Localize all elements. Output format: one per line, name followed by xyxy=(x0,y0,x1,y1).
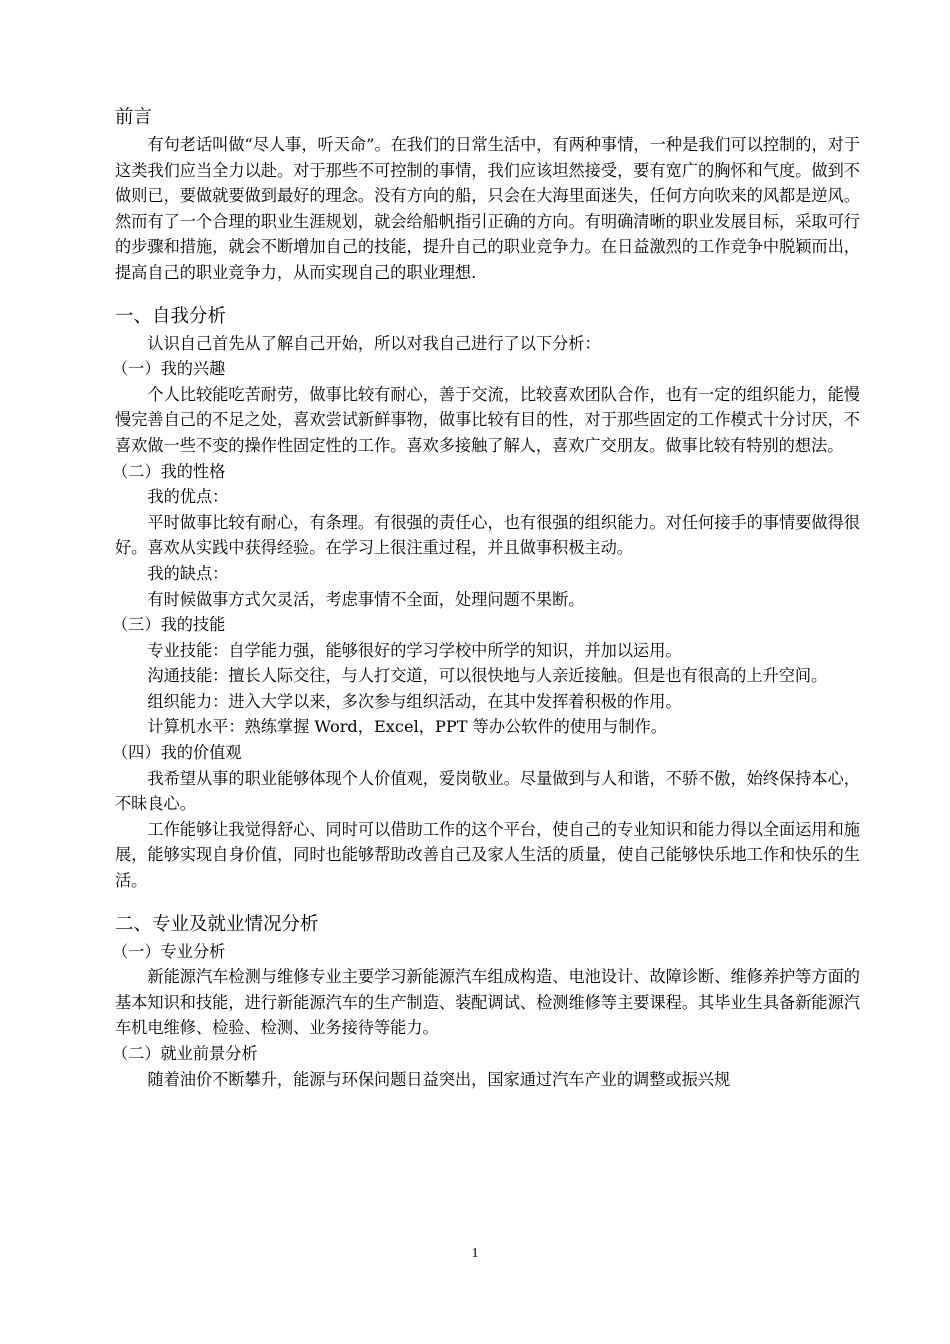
self-analysis-title: 一、自我分析 xyxy=(115,305,227,327)
preface-title: 前言 xyxy=(115,107,153,128)
values-paragraph-2: 工作能够让我觉得舒心、同时可以借助工作的这个平台，使自己的专业知识和能力得以全面运用和施展，能够实现自身价值，同时也能够帮助改善自己及家人生活的质量，使自己能够快乐地工作和快乐的生活。 xyxy=(115,819,860,891)
strengths-text: 平时做事比较有耐心，有条理。有很强的责任心，也有很强的组织能力。对任何接手的事情要做得很好。喜欢从实践中获得经验。在学习上很注重过程，并且做事积极主动。 xyxy=(115,512,860,558)
skills-heading: （三）我的技能 xyxy=(112,615,226,635)
interest-heading: （一）我的兴趣 xyxy=(112,359,226,379)
weakness-label: 我的缺点： xyxy=(147,563,229,583)
values-heading: （四）我的价值观 xyxy=(112,743,242,763)
weakness-text: 有时候做事方式欠灵活，考虑事情不全面，处理问题不果断。 xyxy=(147,589,585,609)
skill-communication: 沟通技能：擅长人际交往，与人打交道，可以很快地与人亲近接触。但是也有很高的上升空间。 xyxy=(147,666,828,686)
major-text: 新能源汽车检测与维修专业主要学习新能源汽车组成构造、电池设计、故障诊断、维修养护等方面的基本知识和技能，进行新能源汽车的生产制造、装配调试、检测维修等主要课程。其毕业生具备新能源汽车机电维修、检验、检测、业务接待等能力。 xyxy=(115,967,860,1038)
skill-professional: 专业技能：自学能力强，能够很好的学习学校中所学的知识，并加以运用。 xyxy=(147,640,682,660)
page-number: 1 xyxy=(471,1246,479,1261)
preface-paragraph: 有句老话叫做“尽人事，听天命”。在我们的日常生活中，有两种事情，一种是我们可以控制的，对于这类我们应当全力以赴。对于那些不可控制的事情，我们应该坦然接受，要有宽广的胸怀和气度。做到不做则已，要做就要做到最好的理念。没有方向的船，只会在大海里面迷失，任何方向吹来的风都是逆风。然而有了一个合理的职业生涯规划，就会给船帆指引正确的方向。有明确清晰的职业发展目标，采取可行的步骤和措施，就会不断增加自己的技能，提升自己的职业竞争力。在日益激烈的工作竞争中脱颖而出，提高自己的职业竞争力，从而实现自己的职业理想. xyxy=(115,135,861,282)
document-page xyxy=(112,104,861,1092)
major-analysis-title: 二、专业及就业情况分析 xyxy=(115,913,319,935)
spacer xyxy=(115,894,860,911)
spacer xyxy=(115,286,860,303)
skill-organization: 组织能力：进入大学以来，多次参与组织活动，在其中发挥着积极的作用。 xyxy=(147,691,682,711)
strengths-label: 我的优点： xyxy=(147,487,229,507)
interest-text: 个人比较能吃苦耐劳，做事比较有耐心，善于交流，比较喜欢团队合作，也有一定的组织能力，能慢慢完善自己的不足之处，喜欢尝试新鲜事物，做事比较有目的性，对于那些固定的工作模式十分讨厌，不喜欢做一些不变的操作性固定性的工作。喜欢多接触了解人，喜欢广交朋友。做事比较有特别的想法。 xyxy=(115,384,860,455)
prospect-text: 随着油价不断攀升，能源与环保问题日益突出，国家通过汽车产业的调整或振兴规 xyxy=(147,1069,731,1089)
skill-computer: 计算机水平：熟练掌握 Word，Excel，PPT 等办公软件的使用与制作。 xyxy=(147,717,667,737)
values-paragraph-1: 我希望从事的职业能够体现个人价值观，爱岗敬业。尽量做到与人和谐，不骄不傲，始终保持本心，不昧良心。 xyxy=(115,768,860,814)
self-intro: 认识自己首先从了解自己开始，所以对我自己进行了以下分析： xyxy=(147,333,601,353)
prospect-heading: （二）就业前景分析 xyxy=(112,1044,258,1063)
character-heading: （二）我的性格 xyxy=(112,461,226,481)
major-heading: （一）专业分析 xyxy=(112,941,226,961)
